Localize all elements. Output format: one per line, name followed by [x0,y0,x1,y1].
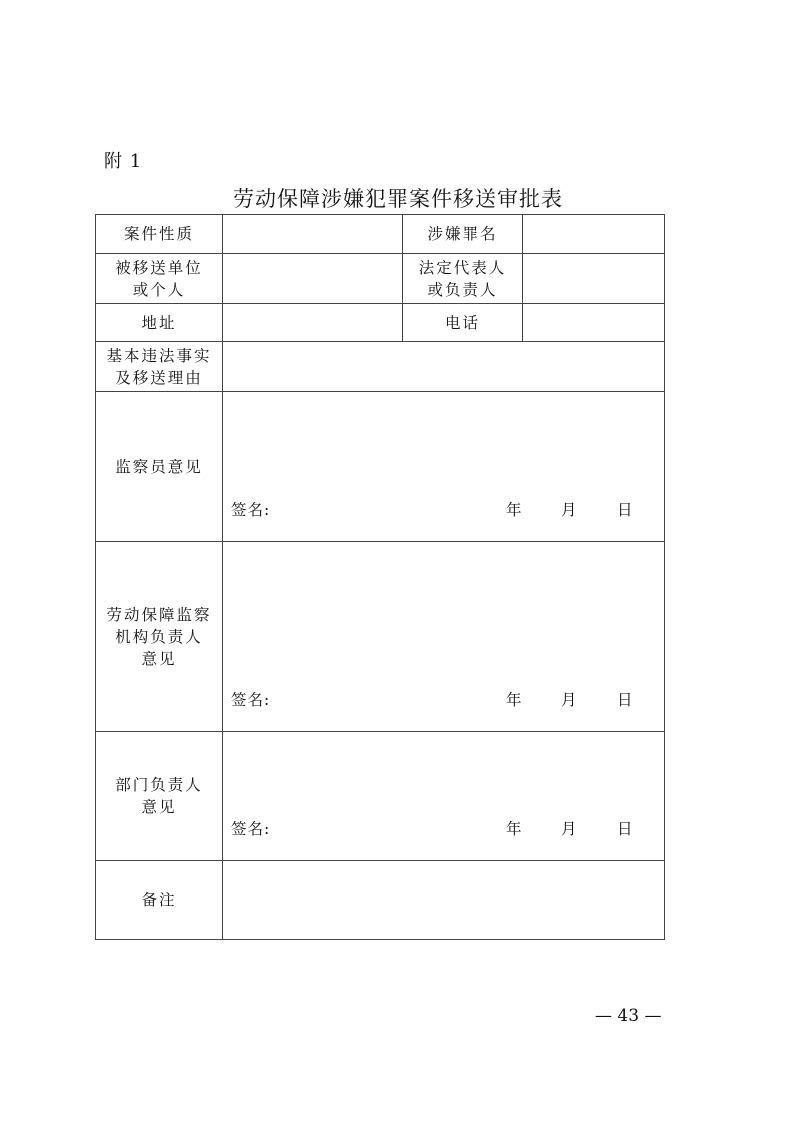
transferee-label: 被移送单位 或个人 [96,254,223,304]
row-remarks [96,861,665,940]
inspector-opinion-label: 监察员意见 [96,392,223,542]
agency-signature-line [223,689,664,711]
case-nature-value[interactable] [223,215,403,254]
row-case-nature [96,215,665,254]
year-label: 年 [506,691,522,709]
form-title: 劳动保障涉嫌犯罪案件移送审批表 [233,187,563,211]
facts-label: 基本违法事实 及移送理由 [96,342,223,392]
approval-form-table [95,214,665,940]
month-label: 月 [561,691,577,709]
signature-label: 签名: [231,691,271,709]
inspector-opinion-value[interactable] [223,392,665,542]
case-nature-label: 案件性质 [96,215,223,254]
row-transferee [96,254,665,304]
signature-label: 签名: [231,501,271,519]
row-facts [96,342,665,392]
row-department-opinion [96,732,665,861]
agency-opinion-label: 劳动保障监察 机构负责人 意见 [96,542,223,732]
signature-label: 签名: [231,820,271,838]
suspected-crime-label: 涉嫌罪名 [403,215,523,254]
address-label: 地址 [96,304,223,342]
legal-representative-label: 法定代表人 或负责人 [403,254,523,304]
year-label: 年 [506,501,522,519]
remarks-value[interactable] [223,861,665,940]
page-number: — 43 — [595,1006,662,1026]
phone-value[interactable] [523,304,665,342]
day-label: 日 [617,501,633,519]
transferee-value[interactable] [223,254,403,304]
day-label: 日 [617,820,633,838]
attachment-label: 附 1 [104,151,143,172]
month-label: 月 [561,820,577,838]
year-label: 年 [506,820,522,838]
row-address [96,304,665,342]
suspected-crime-value[interactable] [523,215,665,254]
department-signature-line [223,818,664,840]
facts-value[interactable] [223,342,665,392]
agency-opinion-value[interactable] [223,542,665,732]
month-label: 月 [561,501,577,519]
department-opinion-label: 部门负责人 意见 [96,732,223,861]
row-agency-opinion [96,542,665,732]
remarks-label: 备注 [96,861,223,940]
address-value[interactable] [223,304,403,342]
inspector-signature-line [223,499,664,521]
legal-representative-value[interactable] [523,254,665,304]
row-inspector-opinion [96,392,665,542]
day-label: 日 [617,691,633,709]
phone-label: 电话 [403,304,523,342]
department-opinion-value[interactable] [223,732,665,861]
